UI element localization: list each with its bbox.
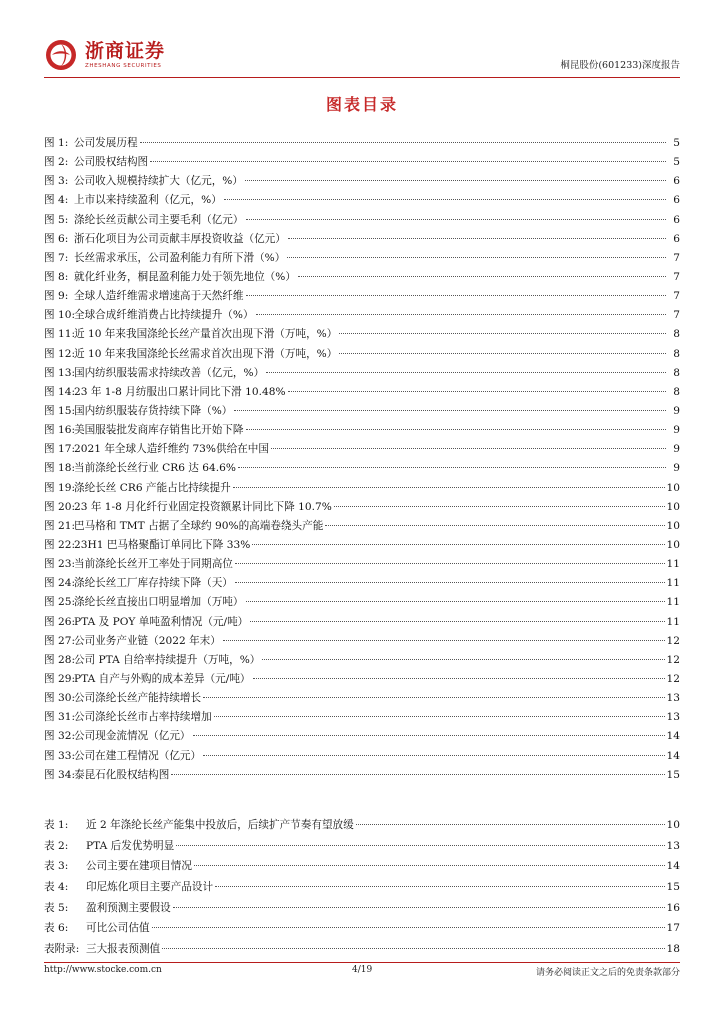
footer-page-number: 4/19 [352,965,373,975]
figure-entry-title: 就化纤业务，桐昆盈利能力处于领先地位（%） [74,270,296,283]
figure-entry-label: 图 20: [44,500,76,513]
figure-entry-page-number: 8 [673,366,680,379]
figure-entry[interactable] [44,402,680,421]
figure-entry-page-number: 6 [673,175,680,188]
table-entry[interactable] [44,898,680,919]
figure-entry-title: 巴马格和 TMT 占据了全球约 90%的高端卷绕头产能 [74,519,324,532]
table-entry-label: 表附录: [44,943,80,956]
figure-entry-label: 图 6: [44,232,69,245]
figure-entry[interactable] [44,191,680,210]
figure-entry-title: 公司业务产业链（2022 年末） [74,634,221,647]
header-divider [44,77,680,78]
dot-leader [334,506,665,507]
figure-entry-label: 图 11: [44,328,76,341]
figure-entry[interactable] [44,172,680,191]
figure-entry-page-number: 12 [666,672,680,685]
figure-entry[interactable] [44,249,680,268]
dot-leader [339,333,666,334]
figure-entry-page-number: 11 [666,615,680,628]
dot-leader [266,372,666,373]
dot-leader [262,659,664,660]
dot-leader [288,238,666,239]
figure-entry-title: PTA 及 POY 单吨盈利情况（元/吨） [74,615,249,628]
figure-entry-page-number: 11 [666,596,680,609]
figure-entry-label: 图 1: [44,137,69,149]
page-header [44,36,680,78]
figure-entry-page-number: 9 [673,424,680,437]
figure-entry[interactable] [44,708,680,727]
figure-entry-title: 当前涤纶长丝行业 CR6 达 64.6% [74,462,236,475]
figure-entry[interactable] [44,211,680,230]
toc-title: 图表目录 [325,95,398,114]
figure-entry-title: 当前涤纶长丝开工率处于同期高位 [74,558,233,571]
figure-entry[interactable] [44,421,680,440]
dot-leader [203,755,664,756]
figure-entry-label: 图 8: [44,270,69,283]
table-entry-title: 三大报表预测值 [86,943,161,956]
dot-leader [171,774,664,775]
figure-entry-page-number: 5 [673,156,680,169]
dot-leader [298,276,666,277]
figure-entry-page-number: 7 [673,251,680,264]
dot-leader [235,563,665,564]
figure-entry-title: 国内纺织服装存货持续下降（%） [74,404,233,417]
dot-leader [150,161,666,162]
dot-leader [246,601,665,602]
dot-leader [252,544,664,545]
dot-leader [287,257,666,258]
figure-entry-title: 公司发展历程 [74,137,138,149]
company-logo [44,38,165,72]
figure-entry-title: 近 10 年来我国涤纶长丝需求首次出现下滑（万吨，%） [74,347,338,360]
figure-entry-title: 全球人造纤维需求增速高于天然纤维 [74,290,244,303]
table-entry-label: 表 3: [44,860,69,873]
dot-leader [246,219,667,220]
figure-entry-page-number: 12 [666,653,680,666]
figure-entry[interactable] [44,670,680,689]
figure-entry-label: 图 34: [44,768,76,781]
figure-entry[interactable] [44,747,680,766]
dot-leader [339,353,666,354]
dot-leader [246,429,667,430]
figure-entry-page-number: 6 [673,213,680,226]
figure-entry-page-number: 14 [666,730,680,743]
figure-entry-title: 浙石化项目为公司贡献丰厚投资收益（亿元） [74,232,286,245]
figure-entry-label: 图 2: [44,156,69,169]
table-entry-title: 公司主要在建项目情况 [86,860,192,873]
figure-entry-title: 近 10 年来我国涤纶长丝产量首次出现下滑（万吨，%） [74,328,338,341]
figure-entry-page-number: 11 [666,558,680,571]
figure-entry-title: 23 年 1-8 月化纤行业固定投资额累计同比下降 10.7% [74,500,332,513]
figure-entry-label: 图 24: [44,577,76,590]
figure-entry-page-number: 7 [673,290,680,303]
figure-entry-title: 公司在建工程情况（亿元） [74,749,202,762]
figure-entry[interactable] [44,555,680,574]
figure-entry-title: 美国服装批发商库存销售比开始下降 [74,424,244,437]
dot-leader [194,865,665,866]
figure-entry-title: 公司股权结构图 [74,156,149,169]
report-label: 桐昆股份(601233)深度报告 [560,60,680,71]
figure-entry[interactable] [44,479,680,498]
figure-entry-title: 公司现金流情况（亿元） [74,730,191,743]
figure-entry-title: 国内纺织服装需求持续改善（亿元，%） [74,366,265,379]
figure-entry[interactable] [44,364,680,383]
figure-entry[interactable] [44,517,680,536]
figure-entry-label: 图 33: [44,749,76,762]
figure-entry-label: 图 31: [44,711,76,724]
figure-entry-title: 涤纶长丝工厂库存持续下降（天） [74,577,233,590]
dot-leader [234,410,666,411]
dot-leader [224,199,666,200]
figure-entry[interactable] [44,325,680,344]
figure-entry[interactable] [44,536,680,555]
dot-leader [203,697,664,698]
table-entry-label: 表 2: [44,839,69,852]
figure-entry-label: 图 29: [44,672,76,685]
table-entry-title: 可比公司估值 [86,922,150,935]
figure-entry-label: 图 26: [44,615,76,628]
dot-leader [152,927,665,928]
figure-entry-title: 公司收入规模持续扩大（亿元，%） [74,175,243,188]
footer-divider [44,962,680,963]
figure-entry-label: 图 7: [44,251,69,264]
figure-entry-label: 图 22: [44,538,76,551]
figure-entry[interactable] [44,134,680,153]
figure-entry-label: 图 4: [44,194,69,207]
figure-entry-label: 图 12: [44,347,76,360]
figure-entry[interactable] [44,574,680,593]
table-entry[interactable] [44,939,680,960]
figure-entry-page-number: 8 [673,385,680,398]
logo-company-name-cn: 浙商证券 [85,40,166,62]
figure-entry[interactable] [44,651,680,670]
figure-entry-title: 泰昆石化股权结构图 [74,768,170,781]
table-entry-title: 近 2 年涤纶长丝产能集中投放后，后续扩产节奏有望放缓 [86,819,354,831]
figure-entry-page-number: 14 [666,749,680,762]
figure-entry-label: 图 16: [44,424,76,437]
figure-entry-title: 公司涤纶长丝市占率持续增加 [74,711,212,724]
table-entry-page-number: 10 [666,819,680,831]
dot-leader [193,735,665,736]
table-entry-label: 表 5: [44,901,69,914]
table-entry[interactable] [44,836,680,857]
dot-leader [235,582,665,583]
figure-entry-page-number: 7 [673,309,680,322]
table-entry[interactable] [44,815,680,836]
table-entry-page-number: 17 [666,922,680,935]
dot-leader [250,621,664,622]
table-entry-title: PTA 后发优势明显 [86,839,175,852]
figure-entry-page-number: 6 [673,194,680,207]
figure-entry-title: 公司 PTA 自给率持续提升（万吨，%） [74,653,261,666]
dot-leader [215,886,664,887]
dot-leader [140,142,666,143]
table-entry-label: 表 1: [44,819,69,831]
figure-entry[interactable] [44,153,680,172]
dot-leader [288,391,666,392]
figure-entry-label: 图 9: [44,290,69,303]
figure-entry-page-number: 10 [666,519,680,532]
dot-leader [271,448,666,449]
figure-entry-title: 23 年 1-8 月纺服出口累计同比下滑 10.48% [74,385,286,398]
figure-entry-title: 公司涤纶长丝产能持续增长 [74,692,202,705]
figure-entry-page-number: 10 [666,481,680,494]
figure-entry-label: 图 32: [44,730,76,743]
dot-leader [253,678,665,679]
figure-entry[interactable] [44,268,680,287]
figure-entry[interactable] [44,306,680,325]
figure-entry-label: 图 13: [44,366,76,379]
figure-entry-title: 2021 年全球人造纤维约 73%供给在中国 [74,443,269,456]
dot-leader [162,948,664,949]
logo-company-name-en: ZHESHANG SECURITIES [85,63,162,69]
figure-entry[interactable] [44,230,680,249]
figure-entry[interactable] [44,689,680,708]
figure-entry-label: 图 10: [44,309,76,322]
dot-leader [176,845,664,846]
dot-leader [325,525,664,526]
figure-entry-page-number: 12 [666,634,680,647]
figure-entry-title: 上市以来持续盈利（亿元，%） [74,194,222,207]
figure-entry-label: 图 15: [44,404,76,417]
table-entry-page-number: 15 [666,881,680,894]
table-entry[interactable] [44,856,680,877]
table-entry-page-number: 13 [666,839,680,852]
dot-leader [173,907,665,908]
figure-entry-label: 图 30: [44,692,76,705]
figure-entry-title: 涤纶长丝 CR6 产能占比持续提升 [74,481,231,494]
table-entry-page-number: 18 [666,943,680,956]
table-entry-title: 盈利预测主要假设 [86,901,171,914]
table-entry-title: 印尼炼化项目主要产品设计 [86,881,214,894]
figure-entry-title: PTA 自产与外购的成本差异（元/吨） [74,672,251,685]
figure-entry-label: 图 21: [44,519,76,532]
figure-entry-page-number: 10 [666,500,680,513]
figure-entry-title: 涤纶长丝贡献公司主要毛利（亿元） [74,213,244,226]
figure-entry-page-number: 9 [673,443,680,456]
figure-entry-title: 全球合成纤维消费占比持续提升（%） [74,309,254,322]
figure-entry[interactable] [44,440,680,459]
figure-entry-label: 图 23: [44,558,76,571]
table-entry-label: 表 6: [44,922,69,935]
footer-disclaimer: 请务必阅读正文之后的免责条款部分 [535,968,680,978]
figure-entry-label: 图 28: [44,653,76,666]
figure-entry-page-number: 6 [673,232,680,245]
figure-entry-page-number: 8 [673,347,680,360]
figure-entry-label: 图 27: [44,634,76,647]
figure-entry-page-number: 11 [666,577,680,590]
figure-entry-label: 图 14: [44,385,76,398]
figure-entry[interactable] [44,498,680,517]
figures-toc-list [44,134,680,785]
figure-entry-page-number: 13 [666,692,680,705]
dot-leader [356,824,665,825]
dot-leader [214,716,665,717]
tables-toc-list [44,815,680,960]
table-entry[interactable] [44,918,680,939]
dot-leader [246,295,667,296]
zheshang-logo-icon [44,38,80,72]
figure-entry-label: 图 5: [44,213,69,226]
figure-entry[interactable] [44,632,680,651]
footer-url-link[interactable]: http://www.stocke.com.cn [44,965,162,975]
figure-entry-title: 涤纶长丝直接出口明显增加（万吨） [74,596,244,609]
figure-entry-page-number: 10 [666,538,680,551]
figure-entry-page-number: 7 [673,270,680,283]
dot-leader [245,180,666,181]
dot-leader [256,314,666,315]
figure-entry[interactable] [44,613,680,632]
figure-entry-label: 图 19: [44,481,76,494]
figure-entry[interactable] [44,383,680,402]
figure-entry[interactable] [44,593,680,612]
figure-entry-title: 长丝需求承压，公司盈利能力有所下滑（%） [74,251,286,264]
figure-entry-label: 图 17: [44,443,76,456]
figure-entry-label: 图 25: [44,596,76,609]
figure-entry-page-number: 8 [673,328,680,341]
figure-entry[interactable] [44,459,680,478]
figure-entry-label: 图 3: [44,175,69,188]
figure-entry-label: 图 18: [44,462,76,475]
dot-leader [223,640,665,641]
table-entry-page-number: 14 [666,860,680,873]
table-entry[interactable] [44,877,680,898]
figure-entry-page-number: 5 [673,137,680,149]
table-entry-page-number: 16 [666,901,680,914]
figure-entry[interactable] [44,727,680,746]
dot-leader [233,487,665,488]
figure-entry[interactable] [44,287,680,306]
dot-leader [238,467,666,468]
figure-entry-page-number: 9 [673,404,680,417]
figure-entry-page-number: 13 [666,711,680,724]
figure-entry-title: 23H1 巴马格聚酯订单同比下降 33% [74,538,251,551]
figure-entry-page-number: 15 [666,768,680,781]
figure-entry[interactable] [44,766,680,785]
figure-entry-page-number: 9 [673,462,680,475]
figure-entry[interactable] [44,345,680,364]
table-entry-label: 表 4: [44,881,69,894]
